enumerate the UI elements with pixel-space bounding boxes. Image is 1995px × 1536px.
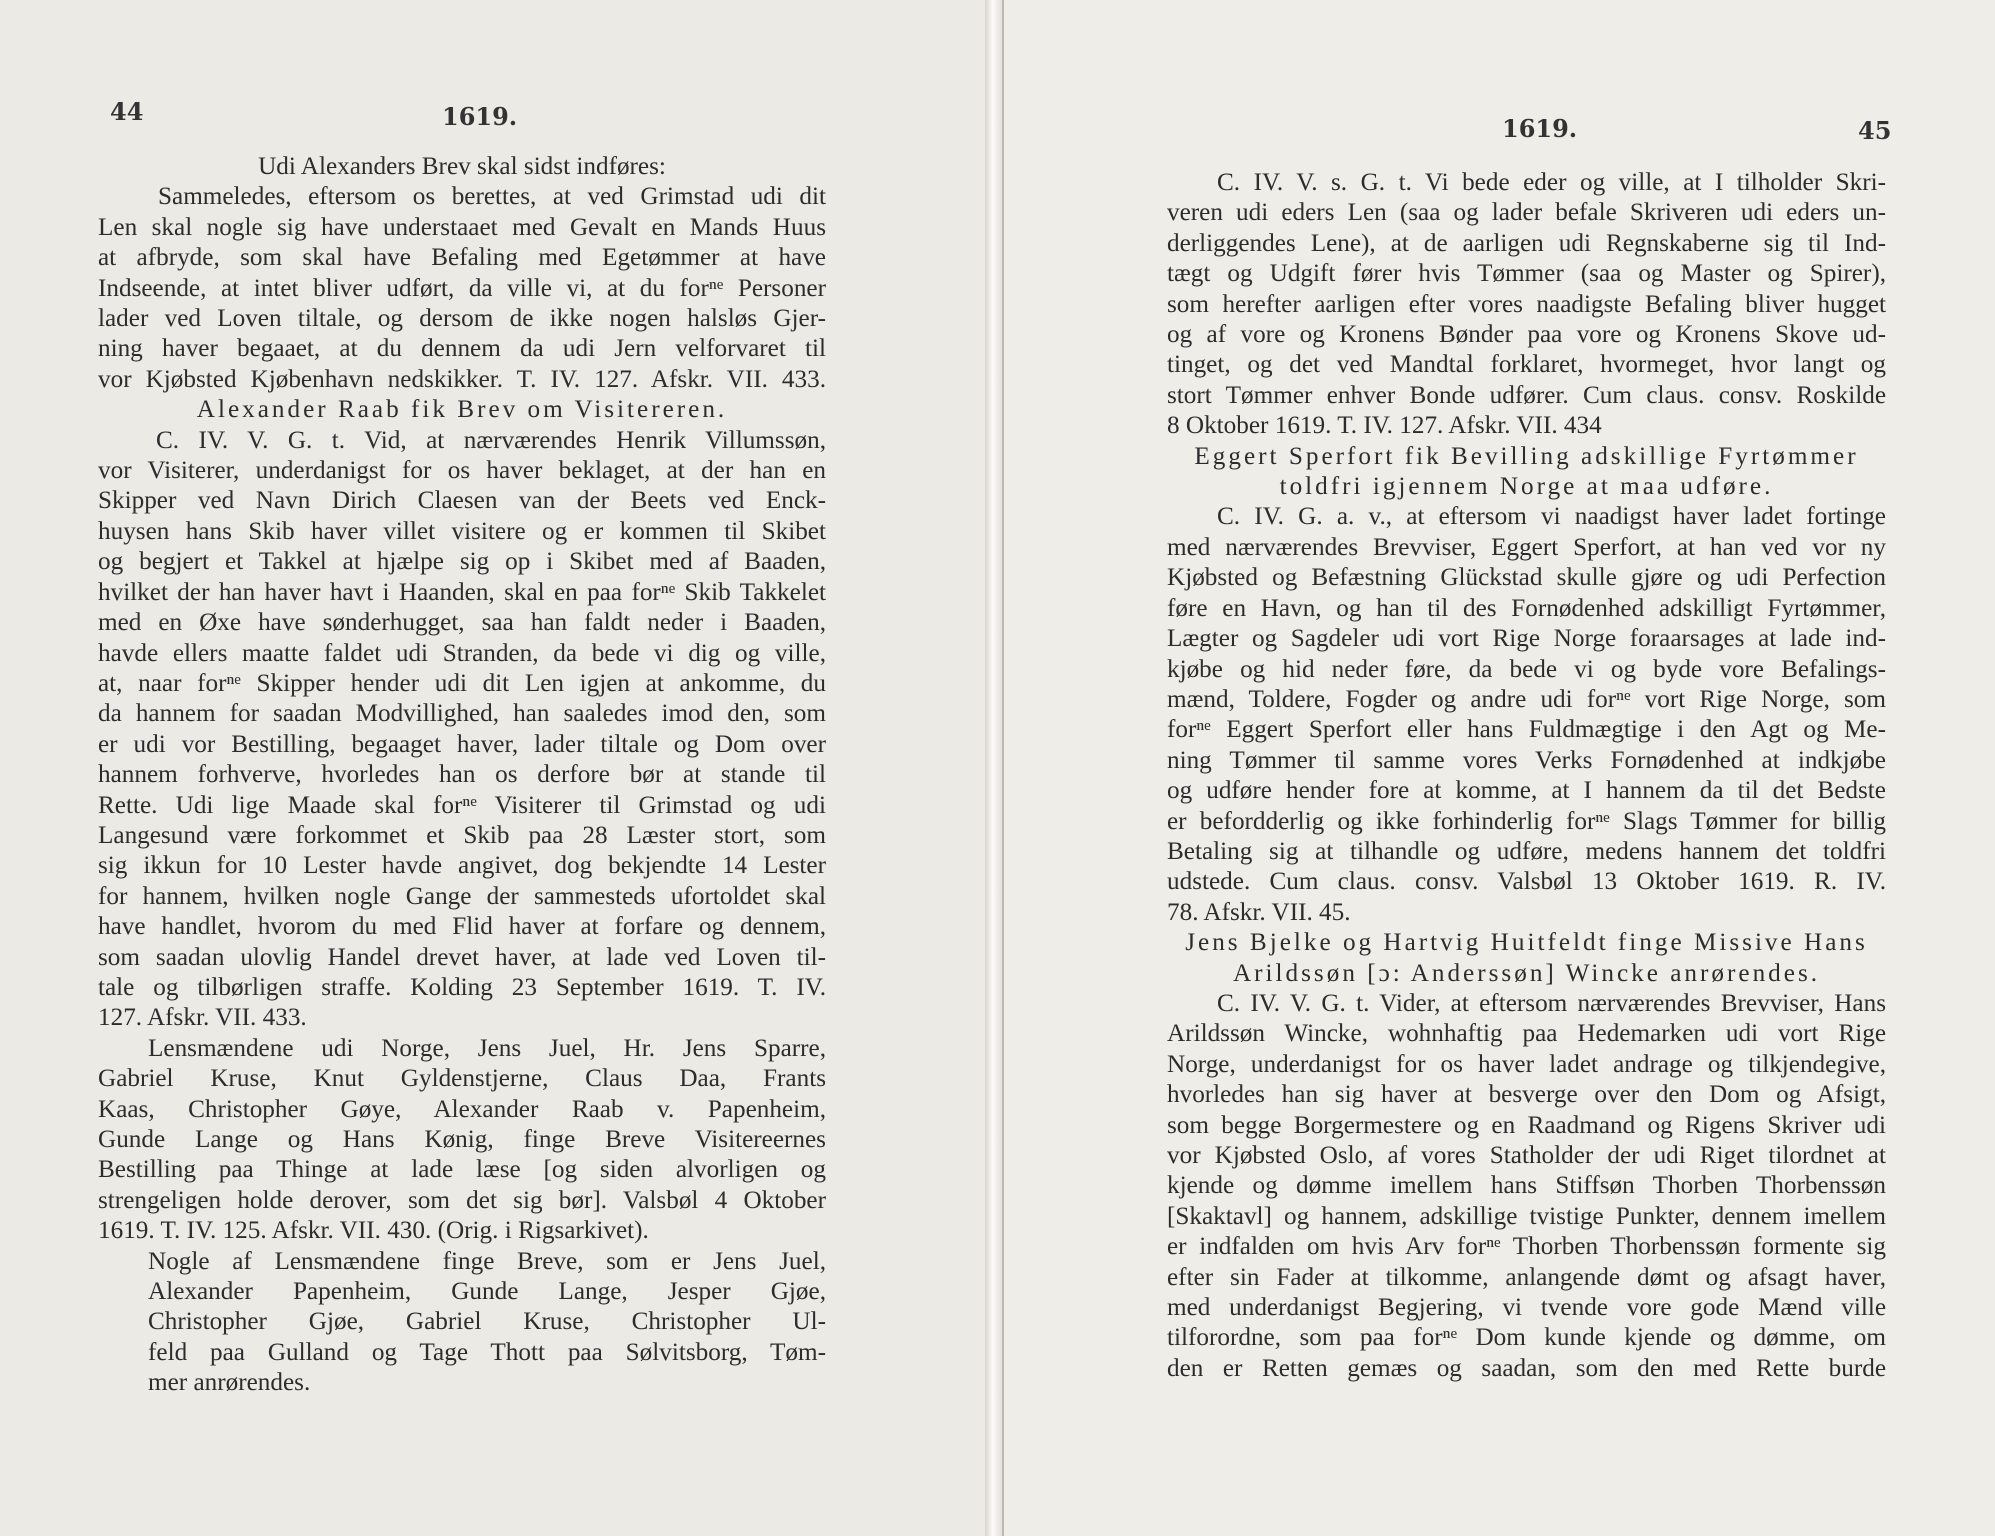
section-heading: Eggert Sperfort fik Bevilling adskillige Fyrtømmer <box>1194 442 1859 470</box>
text-line: Nogle af Lensmændene finge Breve, som er Jens Juel, <box>148 1247 826 1275</box>
text-line: C. IV. V. G. t. Vid, at nærværendes Henrik Villumssøn, <box>156 426 826 454</box>
text-line: C. IV. G. a. v., at eftersom vi naadigst haver ladet fortinge <box>1217 503 1886 531</box>
section-heading: Jens Bjelke og Hartvig Huitfeldt finge Missive Hans <box>1185 929 1868 957</box>
text-line: Udi Alexanders Brev skal sidst indføres: <box>258 153 666 180</box>
text-line: med nærværendes Brevviser, Eggert Sperfort, at han ved vor ny <box>1167 533 1886 561</box>
text-line: Kaas, Christopher Gøye, Alexander Raab v. Papenheim, <box>98 1095 826 1123</box>
text-line: efter sin Fader at tilkomme, anlangende dømt og afsagt haver, <box>1167 1263 1886 1291</box>
text-line: som saadan ulovlig Handel drevet haver, at lade ved Loven til- <box>98 943 826 971</box>
right-page <box>1002 0 1995 1536</box>
text-line: [Skaktavl] og hannem, adskillige tvistige Punkter, dennem imellem <box>1167 1202 1886 1230</box>
text-line: veren udi eders Len (saa og lader befale Skriveren udi eders un- <box>1167 199 1886 227</box>
text-line: Sammeledes, eftersom os berettes, at ved Grimstad udi dit <box>158 183 826 211</box>
text-line: at afbryde, som skal have Befaling med Egetømmer at have <box>98 244 826 272</box>
text-line: strengeligen holde derover, som det sig bør]. Valsbøl 4 Oktober <box>98 1186 826 1214</box>
text-line: tinget, og det ved Mandtal forklaret, hvormeget, hvor langt og <box>1167 351 1886 379</box>
text-line: mer anrørendes. <box>148 1369 311 1397</box>
text-line: vor Visiterer, underdanigst for os haver beklaget, at der han en <box>98 457 826 485</box>
running-head-year: 1619. <box>442 102 518 131</box>
left-page <box>0 0 987 1536</box>
text-line: kjøbe og hid neder føre, da bede vi og byde vore Befalings- <box>1167 655 1886 683</box>
text-line: Gabriel Kruse, Knut Gyldenstjerne, Claus Daa, Frants <box>98 1065 826 1093</box>
page-number: 44 <box>110 97 144 126</box>
text-line: Kjøbsted og Befæstning Glückstad skulle gjøre og udi Perfection <box>1167 564 1886 592</box>
running-head-year: 1619. <box>1502 114 1578 143</box>
text-line: Arildssøn Wincke, wohnhaftig paa Hedemarken udi vort Rige <box>1167 1020 1886 1048</box>
text-line: have handlet, hvorom du med Flid haver at forfare og dennem, <box>98 913 826 941</box>
text-line: hvorledes han sig haver at besverge over den Dom og Afsigt, <box>1167 1081 1886 1109</box>
text-line: stort Tømmer enhver Bonde udfører. Cum claus. consv. Roskilde <box>1167 381 1886 409</box>
text-line: som herefter aarligen efter vores naadigste Befaling bliver hugget <box>1167 290 1886 318</box>
text-line: Indseende, at intet bliver udført, da ville vi, at du forⁿᵉ Personer <box>98 274 826 302</box>
text-line: er befordderlig og ikke forhinderlig forⁿᵉ Slags Tømmer for billig <box>1167 807 1886 835</box>
text-line: ning Tømmer til samme vores Verks Fornødenhed at indkjøbe <box>1167 746 1886 774</box>
text-line: og begjert et Takkel at hjælpe sig op i Skibet med af Baaden, <box>98 548 826 576</box>
text-line: sig ikkun for 10 Lester havde angivet, dog bekjendte 14 Lester <box>98 852 826 880</box>
text-line: tale og tilbørligen straffe. Kolding 23 September 1619. T. IV. <box>98 973 826 1001</box>
text-line: Rette. Udi lige Maade skal forⁿᵉ Visiterer til Grimstad og udi <box>98 791 826 819</box>
section-heading: toldfri igjennem Norge at maa udføre. <box>1279 473 1774 501</box>
text-line: C. IV. V. s. G. t. Vi bede eder og ville, at I tilholder Skri- <box>1217 169 1886 196</box>
right-text-block <box>1167 168 1886 1384</box>
text-line: med underdanigst Begjering, vi tvende vore gode Mænd ville <box>1167 1294 1886 1322</box>
text-line: ning haver begaaet, at du dennem da udi Jern velforvaret til <box>98 335 826 363</box>
text-line: kjende og dømme imellem hans Stiffsøn Thorben Thorbenssøn <box>1167 1172 1886 1200</box>
text-line: den er Retten gemæs og saadan, som den med Rette burde <box>1167 1354 1886 1382</box>
text-line: vor Kjøbsted Kjøbenhavn nedskikker. T. IV. 127. Afskr. VII. 433. <box>98 365 826 393</box>
text-line: Langesund være forkommet et Skib paa 28 Læster stort, som <box>98 821 826 849</box>
text-line: forⁿᵉ Eggert Sperfort eller hans Fuldmægtige i den Agt og Me- <box>1167 716 1886 744</box>
text-line: hannem forhverve, hvorledes han os derfore bør at stande til <box>98 761 826 789</box>
text-line: føre en Havn, og han til des Fornødenhed adskilligt Fyrtømmer, <box>1167 594 1886 622</box>
text-line: mænd, Toldere, Fogder og andre udi forⁿᵉ vort Rige Norge, som <box>1167 685 1886 713</box>
text-line: Skipper ved Navn Dirich Claesen van der Beets ved Enck- <box>98 487 826 515</box>
text-line: tægt og Udgift fører hvis Tømmer (saa og Master og Spirer), <box>1167 260 1886 288</box>
text-line: Lensmændene udi Norge, Jens Juel, Hr. Jens Sparre, <box>148 1034 826 1062</box>
text-line: er indfalden om hvis Arv forⁿᵉ Thorben Thorbenssøn formente sig <box>1167 1233 1886 1261</box>
section-heading: Alexander Raab fik Brev om Visitereren. <box>196 396 728 424</box>
text-line: Christopher Gjøe, Gabriel Kruse, Christopher Ul- <box>148 1308 826 1336</box>
text-line: at, naar forⁿᵉ Skipper hender udi dit Len igjen at ankomme, du <box>98 669 826 697</box>
text-line: vor Kjøbsted Oslo, af vores Statholder der udi Riget tilordnet at <box>1167 1142 1886 1169</box>
text-line: huysen hans Skib haver villet visitere og er kommen til Skibet <box>98 517 826 545</box>
text-line: lader ved Loven tiltale, og dersom de ikke nogen halsløs Gjer- <box>98 305 826 333</box>
page-number: 45 <box>1858 116 1892 145</box>
text-line: 127. Afskr. VII. 433. <box>98 1004 307 1032</box>
text-line: er udi vor Bestilling, begaaget haver, lader tiltale og Dom over <box>98 730 826 758</box>
text-line: med en Øxe have sønderhugget, saa han faldt neder i Baaden, <box>98 609 826 637</box>
text-line: for hannem, hvilken nogle Gange der sammesteds ufortoldet skal <box>98 882 826 910</box>
text-line: 8 Oktober 1619. T. IV. 127. Afskr. VII. 434 <box>1167 412 1602 440</box>
section-heading: Arildssøn [ɔ: Anderssøn] Wincke anrørendes. <box>1232 959 1821 987</box>
text-line: Alexander Papenheim, Gunde Lange, Jesper Gjøe, <box>148 1278 826 1306</box>
text-line: Bestilling paa Thinge at lade læse [og siden alvorligen og <box>98 1156 826 1184</box>
book-gutter <box>985 0 1002 1536</box>
text-line: Len skal nogle sig have understaaet med Gevalt en Mands Huus <box>98 213 826 241</box>
text-line: Gunde Lange og Hans Kønig, finge Breve Visitereernes <box>98 1126 826 1153</box>
text-line: feld paa Gulland og Tage Thott paa Sølvitsborg, Tøm- <box>148 1338 826 1366</box>
text-line: Betaling sig at tilhandle og udføre, medens hannem det toldfri <box>1167 837 1886 865</box>
text-line: som begge Borgermestere og en Raadmand og Rigens Skriver udi <box>1167 1111 1886 1139</box>
text-line: Lægter og Sagdeler udi vort Rige Norge foraarsages at lade ind- <box>1167 625 1886 653</box>
text-line: 1619. T. IV. 125. Afskr. VII. 430. (Orig. i Rigsarkivet). <box>98 1217 649 1245</box>
text-line: 78. Afskr. VII. 45. <box>1167 898 1351 926</box>
text-line: og af vore og Kronens Bønder paa vore og Kronens Skove ud- <box>1167 321 1886 349</box>
text-line: tilforordne, som paa forⁿᵉ Dom kunde kjende og dømme, om <box>1167 1324 1886 1352</box>
text-line: havde ellers maatte faldet udi Stranden, da bede vi dig og ville, <box>98 639 826 667</box>
text-line: C. IV. V. G. t. Vider, at eftersom nærværendes Brevviser, Hans <box>1217 989 1886 1017</box>
left-text-block <box>98 152 826 1399</box>
text-line: derliggendes Lene), at de aarligen udi Regnskaberne sig til Ind- <box>1167 229 1886 257</box>
text-line: Norge, underdanigst for os haver ladet andrage og tilkjendegive, <box>1167 1050 1886 1078</box>
text-line: da hannem for saadan Modvillighed, han saaledes imod den, som <box>98 700 826 728</box>
text-line: udstede. Cum claus. consv. Valsbøl 13 Oktober 1619. R. IV. <box>1167 868 1886 896</box>
text-line: hvilket der han haver havt i Haanden, skal en paa forⁿᵉ Skib Takkelet <box>98 578 826 606</box>
text-line: og udføre hender fore at komme, at I hannem da til det Bedste <box>1167 777 1886 805</box>
